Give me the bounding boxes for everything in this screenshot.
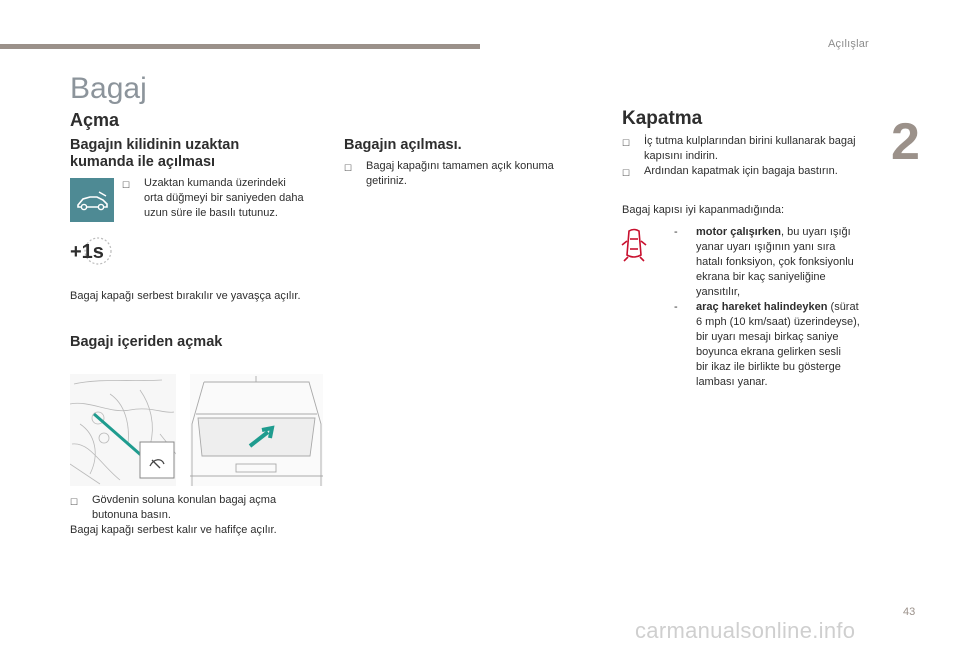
remote-line3: uzun süre ile basılı tutunuz. [144, 207, 278, 219]
item1-line3: hatalı fonksiyon, çok fonksiyonlu [696, 256, 854, 268]
item1-line4: ekrana bir kaç saniyeliğine [696, 271, 826, 283]
inside-note: Bagaj kapağı serbest kalır ve hafifçe açılır. [70, 524, 277, 536]
item1-line1: , bu uyarı ışığı [780, 226, 851, 238]
item1-line5: yansıtılır, [696, 286, 741, 298]
section-label: Açılışlar [828, 38, 869, 50]
dash: - [674, 226, 678, 238]
remote-heading-line1: Bagajın kilidinin uzaktan [70, 137, 240, 153]
remote-line1: Uzaktan kumanda üzerindeki [144, 177, 286, 189]
header-bar [0, 44, 480, 49]
item2-line3: bir uyarı mesajı birkaç saniye [696, 331, 839, 343]
dash: - [674, 301, 678, 313]
remote-heading-line2: kumanda ile açılması [70, 154, 216, 170]
item2-line6: lambası yanar. [696, 376, 768, 388]
kapatma-line1: İç tutma kulplarından birini kullanarak bagaj [644, 135, 856, 147]
item2-bold: araç hareket halindeyken [696, 301, 828, 313]
warning-item-moving [674, 300, 884, 390]
one-second-icon [70, 236, 114, 266]
opening-line2: getiriniz. [366, 175, 407, 187]
item1-line2: yanar uyarı ışığının yanı sıra [696, 241, 836, 253]
bullet-icon: ☐ [622, 138, 631, 148]
item2-line1: (sürat [827, 301, 859, 313]
remote-trunk-icon [70, 178, 114, 222]
warning-item-engine [674, 225, 884, 300]
item1-bold: motor çalışırken [696, 226, 781, 238]
open-door-warning-icon [620, 227, 648, 263]
watermark: carmanualsonline.info [635, 618, 856, 643]
kapatma-line3: Ardından kapatmak için bagaja bastırın. [644, 165, 838, 177]
kapatma-line2: kapısını indirin. [644, 150, 718, 162]
item2-line4: boyunca ekrana gelirken sesli [696, 346, 841, 358]
kapatma-instructions [622, 134, 884, 181]
opening-line1: Bagaj kapağını tamamen açık konuma [366, 160, 554, 172]
inside-line2: butonuna basın. [92, 509, 171, 521]
bullet-icon: ☐ [622, 168, 631, 178]
page-title: Bagaj [70, 72, 147, 105]
acma-heading: Açma [70, 110, 120, 130]
remote-line2: orta düğmeyi bir saniyeden daha [144, 192, 304, 204]
opening-instruction [344, 159, 584, 189]
inside-heading: Bagajı içeriden açmak [70, 334, 223, 350]
svg-text:+1s: +1s [70, 241, 104, 263]
kapatma-intro: Bagaj kapısı iyi kapanmadığında: [622, 204, 785, 216]
kapatma-heading: Kapatma [622, 108, 703, 129]
opening-heading: Bagajın açılması. [344, 137, 462, 153]
inside-line1: Gövdenin soluna konulan bagaj açma [92, 494, 277, 506]
remote-note: Bagaj kapağı serbest bırakılır ve yavaşça açılır. [70, 290, 301, 302]
tailgate-image [190, 374, 323, 486]
item2-line2: 6 mph (10 km/saat) üzerindeyse), [696, 316, 860, 328]
page-number: 43 [903, 606, 916, 618]
chapter-number: 2 [891, 113, 920, 171]
interior-button-image [70, 374, 176, 486]
remote-instruction [122, 176, 322, 221]
item2-line5: bir ikaz ile birlikte bu gösterge [696, 361, 841, 373]
inside-instruction [70, 493, 330, 538]
bullet-icon: ☐ [344, 163, 353, 173]
warning-list [674, 225, 884, 390]
bullet-icon: ☐ [122, 180, 131, 190]
bullet-icon: ☐ [70, 497, 79, 507]
remote-heading [70, 137, 310, 171]
